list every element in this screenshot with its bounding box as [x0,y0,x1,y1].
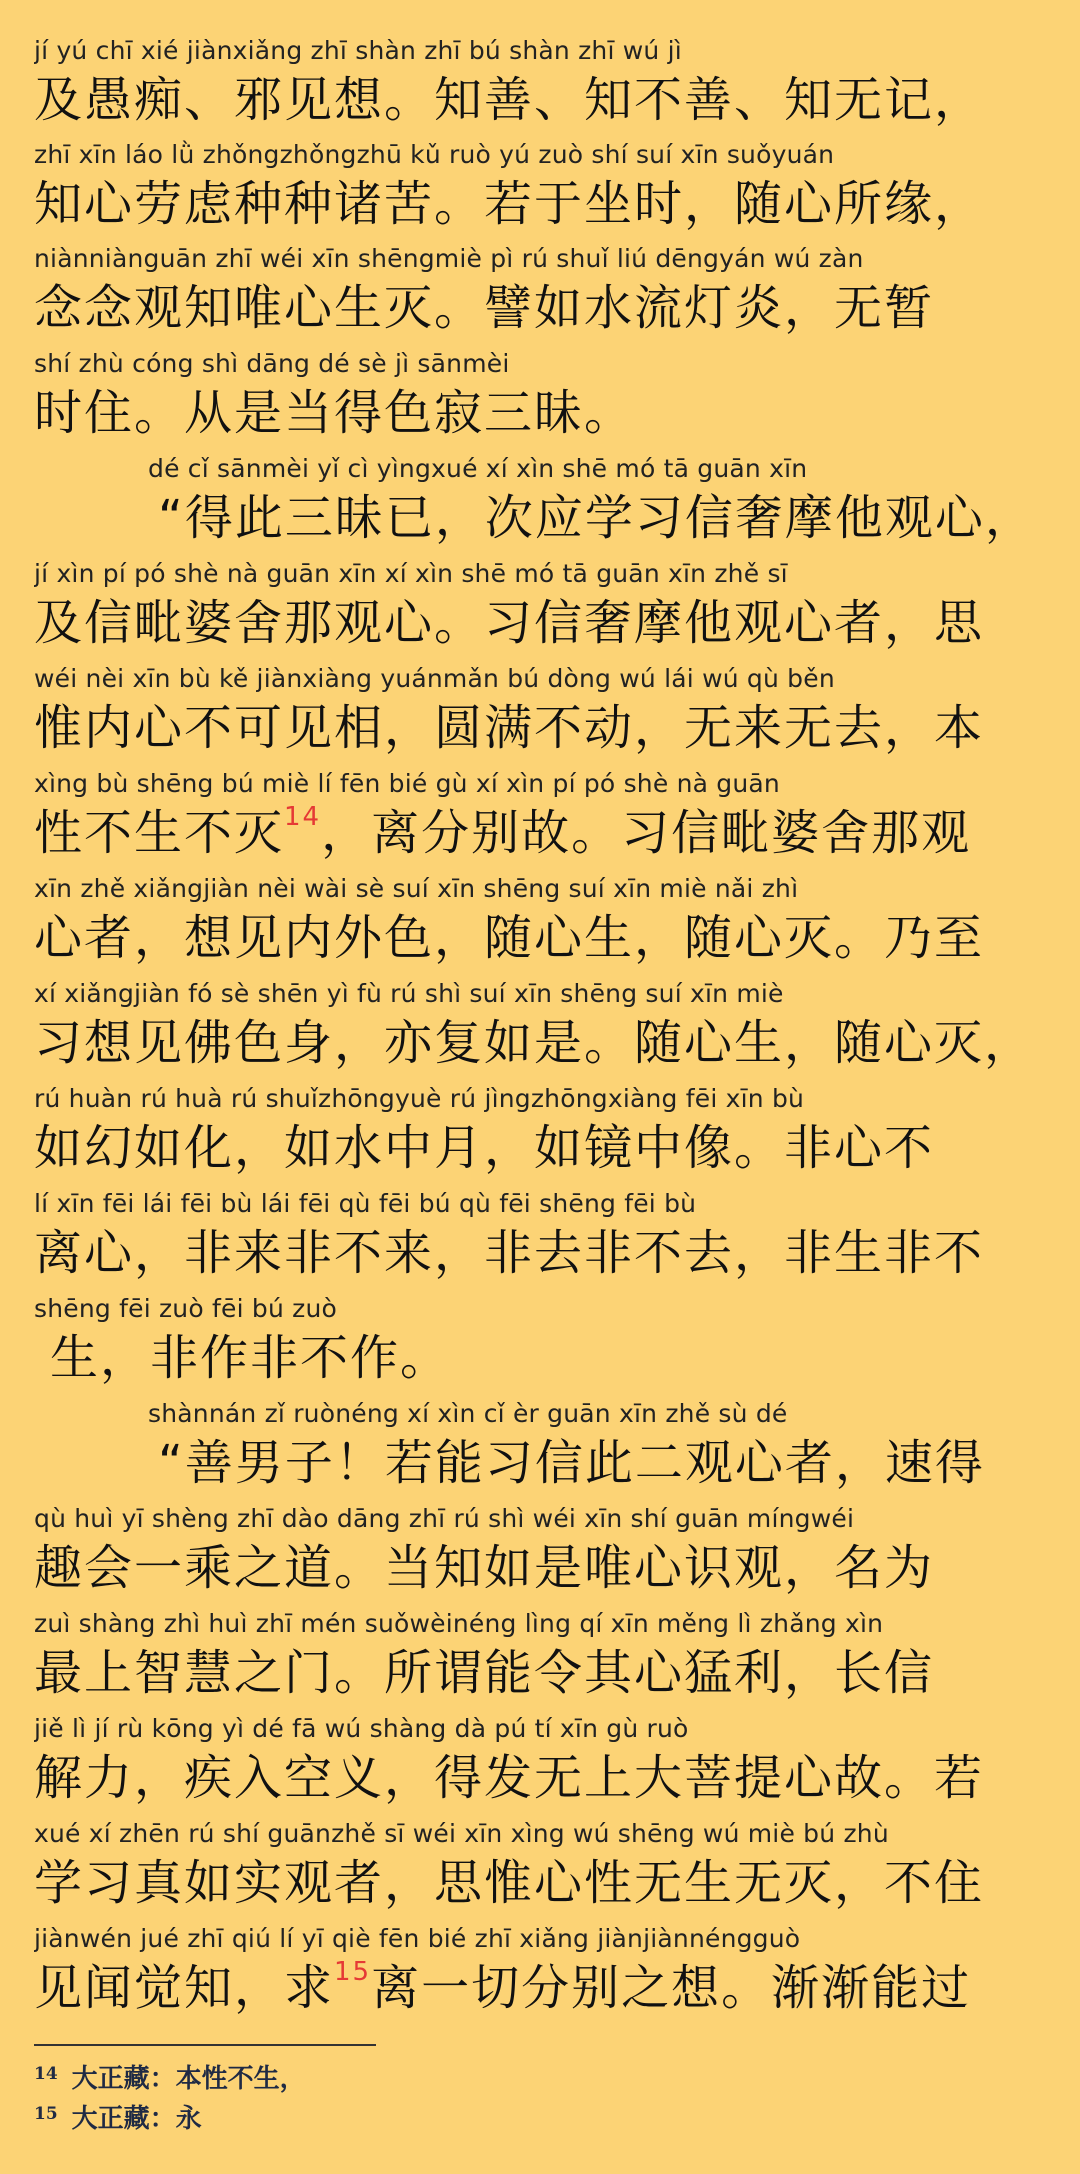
hanzi: 趣会一乘之道。当知如是唯心识观，名为 [34,1540,935,1596]
hanzi: 习想见佛色身，亦复如是。随心生，随心灭， [34,1015,1035,1071]
hanzi: 知心劳虑种种诸苦。若于坐时，随心所缘， [34,176,985,232]
pinyin: xué xí zhēn rú shí guānzhě sī wéi xīn xìng wú shēng wú miè bú zhù [34,1819,889,1848]
footnote-marker[interactable]: 14 [284,803,322,832]
footnote-divider [34,2044,376,2046]
footnote [34,2098,202,2135]
pinyin: dé cǐ sānmèi yǐ cì yìngxué xí xìn shē mó tā guān xīn [148,454,808,483]
hanzi-segment: 离一切分别之想。渐渐能过 [371,1960,972,2016]
hanzi-segment: 见闻觉知，求 [34,1960,335,2016]
pinyin: xìng bù shēng bú miè lí fēn bié gù xí xìn pí pó shè nà guān [34,769,780,798]
pinyin: lí xīn fēi lái fēi bù lái fēi qù fēi bú qù fēi shēng fēi bù [34,1189,697,1218]
pinyin: xí xiǎngjiàn fó sè shēn yì fù rú shì suí xīn shēng suí xīn miè [34,979,784,1008]
hanzi: 如幻如化，如水中月，如镜中像。非心不 [34,1120,935,1176]
pinyin: niànniànguān zhī wéi xīn shēngmiè pì rú shuǐ liú dēngyán wú zàn [34,244,864,273]
footnote-number: 15 [34,2104,58,2124]
hanzi: 生，非作非不作。 [50,1330,451,1386]
hanzi: 解力，疾入空义，得发无上大菩提心故。若 [34,1750,985,1806]
pinyin: rú huàn rú huà rú shuǐzhōngyuè rú jìngzhōngxiàng fēi xīn bù [34,1084,805,1113]
hanzi: 学习真如实观者，思惟心性无生无灭，不住 [34,1855,985,1911]
pinyin: qù huì yī shèng zhī dào dāng zhī rú shì wéi xīn shí guān míngwéi [34,1504,855,1533]
pinyin: xīn zhě xiǎngjiàn nèi wài sè suí xīn shēng suí xīn miè nǎi zhì [34,874,799,903]
hanzi: “得此三昧已，次应学习信奢摩他观心， [158,490,1035,546]
hanzi: 惟内心不可见相，圆满不动，无来无去，本 [34,700,985,756]
hanzi: “善男子！若能习信此二观心者，速得 [158,1435,985,1491]
footnote-text: 大正藏：本性不生， [71,2064,306,2094]
hanzi [34,803,1058,863]
pinyin: jí xìn pí pó shè nà guān xīn xí xìn shē mó tā guān xīn zhě sī [34,559,788,588]
pinyin: zuì shàng zhì huì zhī mén suǒwèinéng lìng qí xīn měng lì zhǎng xìn [34,1609,884,1638]
pinyin: jiě lì jí rù kōng yì dé fā wú shàng dà pú tí xīn gù ruò [34,1714,689,1743]
hanzi: 念念观知唯心生灭。譬如水流灯炎，无暂 [34,280,935,336]
pinyin: wéi nèi xīn bù kě jiànxiàng yuánmǎn bú dòng wú lái wú qù běn [34,664,835,693]
pinyin: jí yú chī xié jiànxiǎng zhī shàn zhī bú shàn zhī wú jì [34,36,682,65]
pinyin: shēng fēi zuò fēi bú zuò [34,1294,337,1323]
hanzi-segment: 性不生不灭 [34,805,285,861]
hanzi: 及愚痴、邪见想。知善、知不善、知无记， [34,72,985,128]
hanzi [34,1958,1058,2018]
footnote-text: 大正藏：永 [71,2104,202,2134]
hanzi: 离心，非来非不来，非去非不去，非生非不 [34,1225,985,1281]
footnote-number: 14 [34,2064,58,2084]
footnote [34,2058,306,2095]
hanzi-segment: ，离分别故。习信毗婆舍那观 [321,805,972,861]
hanzi: 及信毗婆舍那观心。习信奢摩他观心者，思 [34,595,985,651]
pinyin: shànnán zǐ ruònéng xí xìn cǐ èr guān xīn zhě sù dé [148,1399,788,1428]
pinyin: jiànwén jué zhī qiú lí yī qiè fēn bié zhī xiǎng jiànjiànnéngguò [34,1924,801,1953]
footnote-marker[interactable]: 15 [334,1958,372,1987]
hanzi: 最上智慧之门。所谓能令其心猛利，长信 [34,1645,935,1701]
pinyin: zhī xīn láo lǜ zhǒngzhǒngzhū kǔ ruò yú zuò shí suí xīn suǒyuán [34,140,835,169]
hanzi: 心者，想见内外色，随心生，随心灭。乃至 [34,910,985,966]
hanzi: 时住。从是当得色寂三昧。 [34,385,635,441]
pinyin: shí zhù cóng shì dāng dé sè jì sānmèi [34,349,510,378]
